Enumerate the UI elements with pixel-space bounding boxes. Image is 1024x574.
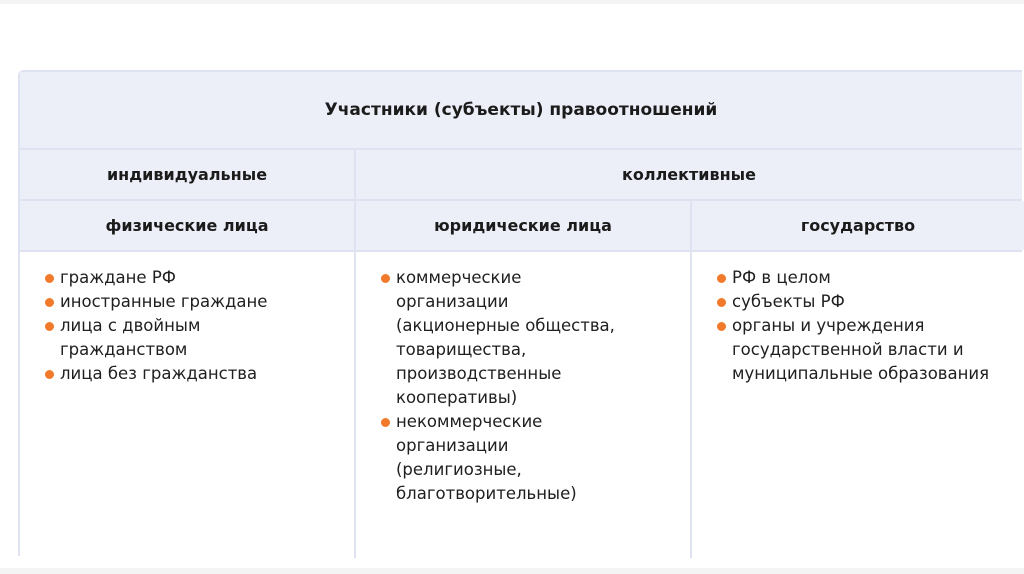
list-item: некоммерческие организации (религиозные, благотворительные) xyxy=(356,410,632,506)
bullet-icon xyxy=(717,274,726,283)
header-collective: коллективные xyxy=(356,150,1022,199)
state-list xyxy=(692,266,1024,386)
list-item: граждане РФ xyxy=(20,266,354,290)
title-row xyxy=(20,72,1022,148)
bullet-icon xyxy=(45,370,54,379)
bullet-icon xyxy=(717,322,726,331)
list-item: органы и учреждения государственной власти и муниципальные образования xyxy=(692,314,1002,386)
bullet-icon xyxy=(45,322,54,331)
bullet-icon xyxy=(45,274,54,283)
slide-top-border xyxy=(0,0,1024,4)
bullet-icon xyxy=(717,298,726,307)
bullet-icon xyxy=(381,274,390,283)
table-title: Участники (субъекты) правоотношений xyxy=(20,72,1022,148)
header-legal-entities: юридические лица xyxy=(356,201,690,250)
column-header-row xyxy=(20,201,1022,250)
list-item: РФ в целом xyxy=(692,266,1024,290)
body-row xyxy=(20,252,1022,558)
list-item: лица с двойным гражданством xyxy=(20,314,270,362)
list-item: лица без гражданства xyxy=(20,362,354,386)
header-state: государство xyxy=(692,201,1024,250)
list-item: субъекты РФ xyxy=(692,290,1024,314)
list-item: коммерческие организации (акционерные общества, товарищества, производственные кооперативы) xyxy=(356,266,632,410)
group-row xyxy=(20,150,1022,199)
bullet-icon xyxy=(45,298,54,307)
header-physical-persons: физические лица xyxy=(20,201,354,250)
legal-entities-list xyxy=(356,266,690,506)
participants-table xyxy=(18,70,1022,556)
header-individual: индивидуальные xyxy=(20,150,354,199)
bullet-icon xyxy=(381,418,390,427)
physical-persons-list xyxy=(20,266,354,386)
list-item: иностранные граждане xyxy=(20,290,354,314)
slide-bottom-border xyxy=(0,568,1024,574)
